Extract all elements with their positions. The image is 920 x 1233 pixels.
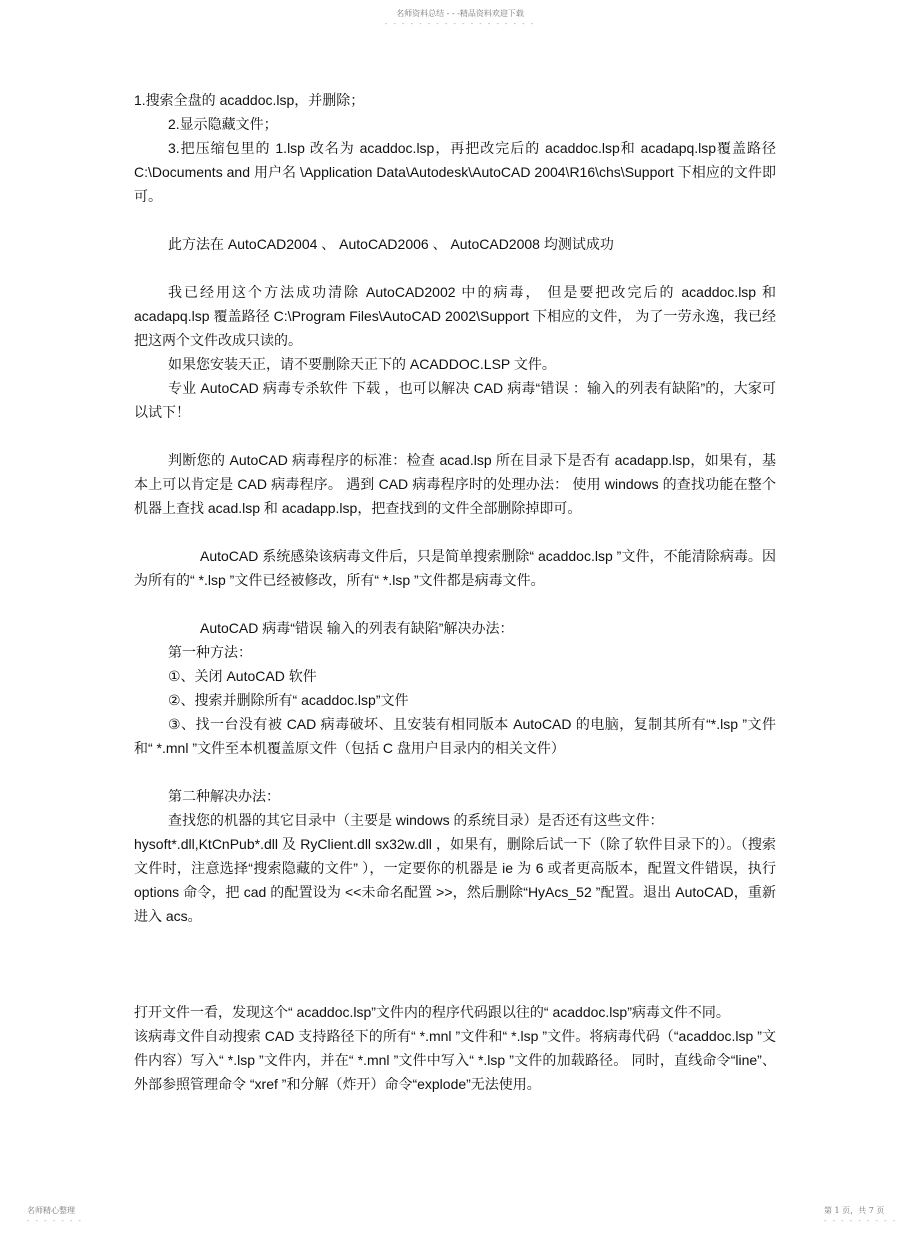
paragraph-method-1-title: 第一种方法： bbox=[168, 644, 252, 660]
paragraph-tested: 此方法在 AutoCAD2004 、 AutoCAD2006 、 AutoCAD2008 均测试成功 bbox=[168, 236, 614, 252]
footer-right-divider: - - - - - - - - - bbox=[824, 1217, 898, 1225]
paragraph-method-2-title: 第二种解决办法： bbox=[168, 788, 280, 804]
spacer bbox=[134, 928, 776, 976]
paragraph-method-1-step-1: ①、关闭 AutoCAD 软件 bbox=[168, 668, 317, 684]
paragraph-step-1: 1.搜索全盘的 acaddoc.lsp，并删除； bbox=[134, 92, 365, 108]
page-header bbox=[0, 8, 920, 28]
paragraph-method-2-search: 查找您的机器的其它目录中（主要是 windows 的系统目录）是否还有这些文件： bbox=[168, 812, 664, 828]
footer-page-number bbox=[824, 1205, 897, 1225]
paragraph-open-file: 打开文件一看，发现这个“ acaddoc.lsp”文件内的程序代码跟以往的“ acaddoc.lsp”病毒文件不同。 bbox=[134, 1004, 730, 1020]
header-divider: - - - - - - - - - - - - - - - - - - bbox=[384, 20, 536, 28]
paragraph-step-3: 3.把压缩包里的 1.lsp 改名为 acaddoc.lsp，再把改完后的 acaddoc.lsp和 acadapq.lsp覆盖路径 C:\Documents and 用户名 \Application Data\Autodesk\AutoCAD 2004\R16\chs\Support 下相应的文件即可。 bbox=[134, 140, 776, 204]
footer-left bbox=[27, 1205, 83, 1225]
spacer bbox=[134, 256, 776, 280]
paragraph-tianzheng-note: 如果您安装天正，请不要删除天正下的 ACADDOC.LSP 文件。 bbox=[168, 356, 556, 372]
paragraph-cleared-2002: 我已经用这个方法成功清除 AutoCAD2002 中的病毒， 但是要把改完后的 acaddoc.lsp 和 acadapq.lsp 覆盖路径 C:\Program Files\AutoCAD 2002\Support 下相应的文件， 为了一劳永逸，我已经把这两个文件改成只读的。 bbox=[134, 284, 776, 348]
footer-left-divider: - - - - - - - bbox=[27, 1217, 83, 1225]
spacer bbox=[134, 760, 776, 784]
spacer bbox=[134, 208, 776, 232]
spacer bbox=[134, 520, 776, 544]
header-text: 名师资料总结 - - -精品资料欢迎下载 bbox=[396, 9, 524, 18]
page-number-text: 第 1 页，共 7 页 bbox=[824, 1206, 885, 1215]
document-body bbox=[134, 88, 776, 1096]
paragraph-judge-virus: 判断您的 AutoCAD 病毒程序的标准：检查 acad.lsp 所在目录下是否有 acadapp.lsp，如果有，基本上可以肯定是 CAD 病毒程序。 遇到 CAD 病毒程序时的处理办法： 使用 windows 的查找功能在整个机器上查找 acad.lsp 和 acadapp.lsp，把查找到的文件全部删除掉即可。 bbox=[134, 452, 776, 516]
paragraph-method-1-step-2: ②、搜索并删除所有“ acaddoc.lsp”文件 bbox=[168, 692, 409, 708]
paragraph-download-tool[interactable]: 专业 AutoCAD 病毒专杀软件 下载 ，也可以解决 CAD 病毒“错误 ：输入的列表有缺陷”的，大家可以试下！ bbox=[134, 380, 776, 420]
spacer bbox=[134, 976, 776, 1000]
paragraph-step-2: 2.显示隐藏文件； bbox=[168, 116, 278, 132]
paragraph-solution-title: AutoCAD 病毒“错误 输入的列表有缺陷”解决办法： bbox=[200, 620, 514, 636]
paragraph-infection: AutoCAD 系统感染该病毒文件后，只是简单搜索删除“ acaddoc.lsp ”文件，不能清除病毒。因为所有的“ *.lsp ”文件已经被修改，所有“ *.lsp ”文件都是病毒文件。 bbox=[134, 548, 776, 588]
spacer bbox=[134, 424, 776, 448]
paragraph-method-1-step-3: ③、找一台没有被 CAD 病毒破坏、且安装有相同版本 AutoCAD 的电脑，复制其所有“*.lsp ”文件和“ *.mnl ”文件至本机覆盖原文件（包括 C 盘用户目录内的相关文件） bbox=[134, 716, 776, 756]
footer-left-text: 名师精心整理 bbox=[27, 1206, 75, 1215]
spacer bbox=[134, 592, 776, 616]
paragraph-method-2-files: hysoft*.dll,KtCnPub*.dll 及 RyClient.dll sx32w.dll ，如果有，删除后试一下（除了软件目录下的）。（搜索文件时，注意选择“搜索隐藏的文件” ），一定要你的机器是 ie 为 6 或者更高版本，配置文件错误，执行 options 命令，把 cad 的配置设为 <<未命名配置 >>，然后删除“HyAcs_52 ”配置。退出 AutoCAD，重新进入 acs。 bbox=[134, 836, 776, 924]
paragraph-virus-behavior: 该病毒文件自动搜索 CAD 支持路径下的所有“ *.mnl ”文件和“ *.lsp ”文件。将病毒代码（“acaddoc.lsp ”文件内容）写入“ *.lsp ”文件内，并在“ *.mnl ”文件中写入“ *.lsp ”文件的加载路径。 同时，直线命令“line”、外部参照管理命令 “xref ”和分解（炸开）命令“explode”无法使用。 bbox=[134, 1028, 776, 1092]
